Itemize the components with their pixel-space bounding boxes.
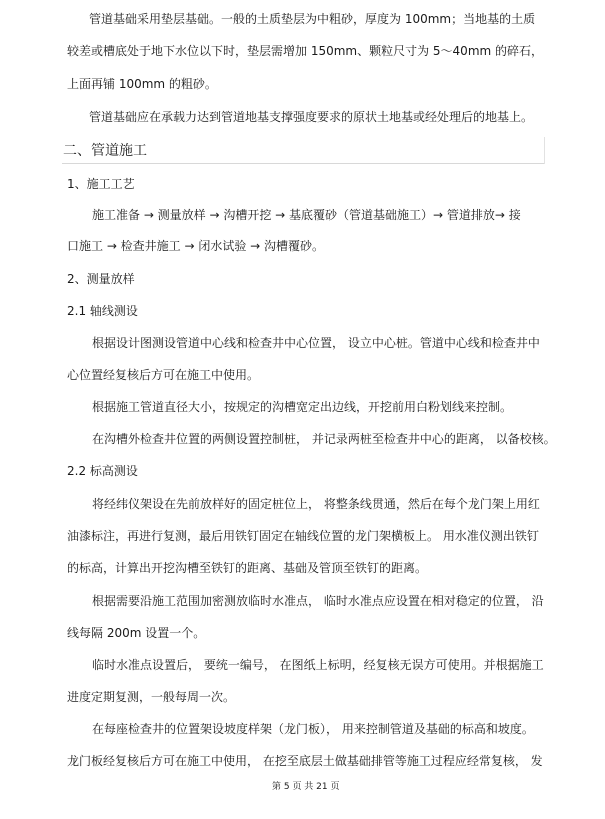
paragraph-line: 将经纬仪架设在先前放样好的固定桩位上， 将整条线贯通，然后在每个龙门架上用红 xyxy=(92,497,540,511)
subsection-heading: 2、测量放样 xyxy=(67,272,135,286)
paragraph-line: 进度定期复测，一般每周一次。 xyxy=(67,690,236,704)
paragraph-line: 的标高，计算出开挖沟槽至铁钉的距离、基础及管顶至铁钉的距离。 xyxy=(67,561,428,575)
paragraph-line: 临时水准点设置后， 要统一编号， 在图纸上标明，经复核无误方可使用。并根据施工 xyxy=(92,658,544,672)
paragraph-line: 在每座检查井的位置架设坡度样架（龙门板）， 用来控制管道及基础的标高和坡度。 xyxy=(92,722,534,736)
subsection-heading: 1、施工工艺 xyxy=(67,177,135,191)
paragraph-line: 口施工 → 检查井施工 → 闭水试验 → 沟槽覆砂。 xyxy=(67,239,325,253)
paragraph-line: 心位置经复核后方可在施工中使用。 xyxy=(67,368,260,382)
subsection-heading: 2.2 标高测设 xyxy=(67,464,138,478)
page-number-footer: 第 5 页 共 21 页 xyxy=(272,782,340,792)
paragraph-line: 管道基础采用垫层基础。一般的土质垫层为中粗砂，厚度为 100mm；当地基的土质 xyxy=(89,12,536,26)
paragraph-line: 根据设计图测设管道中心线和检查井中心位置， 设立中心桩。管道中心线和检查井中 xyxy=(92,336,540,350)
paragraph-line: 施工准备 → 测量放样 → 沟槽开挖 → 基底覆砂（管道基础施工）→ 管道排放→ 接 xyxy=(92,208,521,222)
paragraph-line: 较差或槽底处于地下水位以下时，垫层需增加 150mm、颗粒尺寸为 5～40mm 的碎石， xyxy=(67,44,544,58)
section-heading: 二、管道施工 xyxy=(63,143,147,159)
heading-rule xyxy=(62,163,544,164)
paragraph-line: 管道基础应在承载力达到管道地基支撑强度要求的原状土地基或经处理后的地基上。 xyxy=(89,110,534,124)
paragraph-line: 根据需要沿施工范围加密测放临时水准点， 临时水准点应设置在相对稳定的位置， 沿 xyxy=(92,594,544,608)
heading-rule-vertical xyxy=(544,137,545,164)
subsection-heading: 2.1 轴线测设 xyxy=(67,304,138,318)
paragraph-line: 根据施工管道直径大小，按规定的沟槽宽定出边线，开挖前用白粉划线来控制。 xyxy=(92,400,513,414)
paragraph-line: 线每隔 200m 设置一个。 xyxy=(67,626,206,640)
paragraph-line: 龙门板经复核后方可在施工中使用， 在挖至底层土做基础排管等施工过程应经常复核， 发 xyxy=(67,754,543,768)
paragraph-line: 油漆标注，再进行复测，最后用铁钉固定在轴线位置的龙门架横板上。 用水准仪测出铁钉 xyxy=(67,529,539,543)
paragraph-line: 在沟槽外检查井位置的两侧设置控制桩， 并记录两桩至检查井中心的距离， 以备校核。 xyxy=(92,432,556,446)
paragraph-line: 上面再铺 100mm 的粗砂。 xyxy=(67,77,217,91)
